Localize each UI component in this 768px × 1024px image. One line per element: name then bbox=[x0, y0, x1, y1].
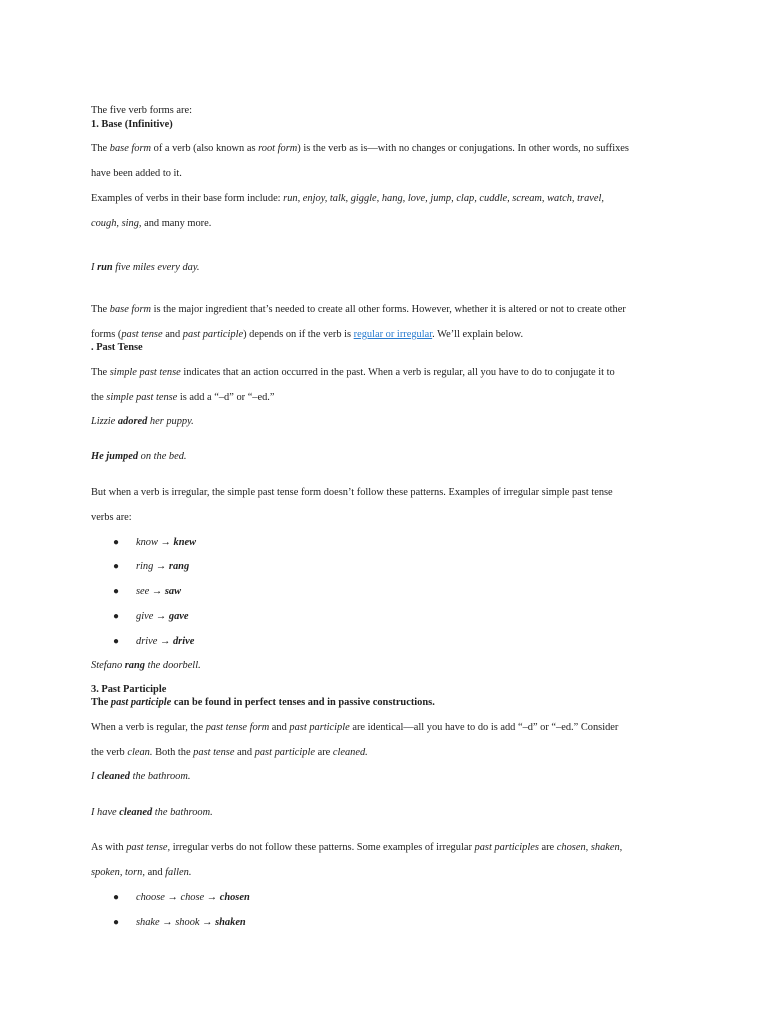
example-lizzie: Lizzie adored her puppy. bbox=[91, 416, 194, 427]
example-run: I run five miles every day. bbox=[91, 262, 200, 273]
bullet-icon: ● bbox=[113, 586, 120, 597]
heading-past-tense: . Past Tense bbox=[91, 342, 143, 353]
irregular-past-line-2: verbs are: bbox=[91, 512, 132, 523]
bullet-icon: ● bbox=[113, 537, 120, 548]
example-cleaned-1: I cleaned the bathroom. bbox=[91, 771, 191, 782]
base-ingredient-line-2: forms (past tense and past participle) depends on if the verb is regular or irregular. We’ll explain below. bbox=[91, 329, 524, 340]
past-tense-definition-line-2: the simple past tense is add a “–d” or “–ed.” bbox=[91, 392, 275, 403]
list-item: give → gave bbox=[136, 611, 189, 622]
base-examples-line-1: Examples of verbs in their base form include: run, enjoy, talk, giggle, hang, love, jump, clap, cuddle, scream, watch, travel, bbox=[91, 193, 604, 204]
base-form-definition-line-2: have been added to it. bbox=[91, 168, 182, 179]
base-examples-line-2: cough, sing, and many more. bbox=[91, 218, 212, 229]
regular-participle-line-2: the verb clean. Both the past tense and past participle are cleaned. bbox=[91, 747, 368, 758]
bullet-icon: ● bbox=[113, 892, 120, 903]
heading-past-participle: 3. Past Participle bbox=[91, 684, 167, 695]
list-item: shake → shook → shaken bbox=[136, 917, 246, 928]
example-cleaned-2: I have cleaned the bathroom. bbox=[91, 807, 213, 818]
past-participle-intro: The past participle can be found in perfect tenses and in passive constructions. bbox=[91, 697, 435, 708]
regular-irregular-link[interactable]: regular or irregular bbox=[353, 329, 433, 340]
base-form-definition-line-1: The base form of a verb (also known as root form) is the verb as is—with no changes or conjugations. In other words, no suffixes bbox=[91, 143, 629, 154]
bullet-icon: ● bbox=[113, 636, 120, 647]
example-jumped: He jumped on the bed. bbox=[91, 451, 187, 462]
bullet-icon: ● bbox=[113, 611, 120, 622]
past-tense-definition-line-1: The simple past tense indicates that an action occurred in the past. When a verb is regular, all you have to do to conjugate it to bbox=[91, 367, 615, 378]
regular-participle-line-1: When a verb is regular, the past tense form and past participle are identical—all you have to do is add “–d” or “–ed.” Consider bbox=[91, 722, 619, 733]
list-item: drive → drive bbox=[136, 636, 195, 647]
list-item: choose → chose → chosen bbox=[136, 892, 250, 903]
bullet-icon: ● bbox=[113, 917, 120, 928]
list-item: ring → rang bbox=[136, 561, 190, 572]
list-item: know → knew bbox=[136, 537, 197, 548]
irregular-participle-line-1: As with past tense, irregular verbs do not follow these patterns. Some examples of irregular past participles are chosen, shaken, bbox=[91, 842, 623, 853]
list-item: see → saw bbox=[136, 586, 182, 597]
intro-text: The five verb forms are: bbox=[91, 105, 192, 116]
irregular-participle-line-2: spoken, torn, and fallen. bbox=[91, 867, 192, 878]
irregular-past-line-1: But when a verb is irregular, the simple past tense form doesn’t follow these patterns. Examples of irregular simple past tense bbox=[91, 487, 613, 498]
base-ingredient-line-1: The base form is the major ingredient that’s needed to create all other forms. However, whether it is altered or not to create other bbox=[91, 304, 626, 315]
example-stefano: Stefano rang the doorbell. bbox=[91, 660, 201, 671]
heading-base-form: 1. Base (Infinitive) bbox=[91, 119, 173, 130]
bullet-icon: ● bbox=[113, 561, 120, 572]
